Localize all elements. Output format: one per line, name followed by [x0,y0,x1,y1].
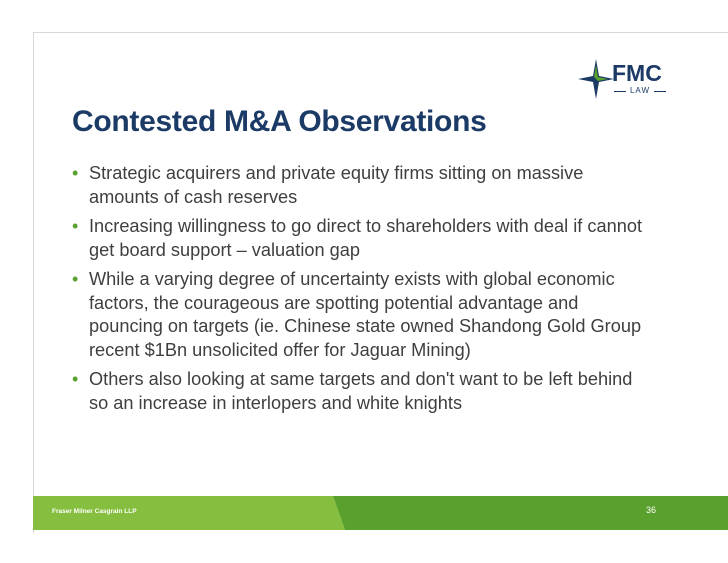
bullet-item [72,368,652,415]
bullet-dot-icon: • [72,269,79,289]
slide-title: Contested M&A Observations [72,105,487,138]
bullet-text: While a varying degree of uncertainty exists with global economic factors, the courageous are spotting potential advantage and pouncing on targets (ie. Chinese state owned Shandong Gold Group recent $1Bn unsolicited offer for Jaguar Mining) [89,269,642,360]
page-number: 36 [646,505,657,515]
bullet-text: Strategic acquirers and private equity firms sitting on massive amounts of cash reserves [89,163,584,207]
bullet-item [72,268,652,362]
bullet-dot-icon: • [72,163,79,183]
firm-name: Fraser Milner Casgrain LLP [52,508,137,515]
logo-name: FMC [612,60,662,86]
bullet-item [72,162,652,209]
bullet-text: Increasing willingness to go direct to shareholders with deal if cannot get board support – valuation gap [89,216,643,260]
logo-subtitle: LAW [614,86,666,96]
bullet-text: Others also looking at same targets and don't want to be left behind so an increase in interlopers and white knights [89,369,633,413]
footer-band [33,496,728,530]
compass-star-icon [576,57,616,101]
bullet-dot-icon: • [72,216,79,236]
bullet-item [72,215,652,262]
bullet-list [72,162,652,421]
bullet-dot-icon: • [72,369,79,389]
